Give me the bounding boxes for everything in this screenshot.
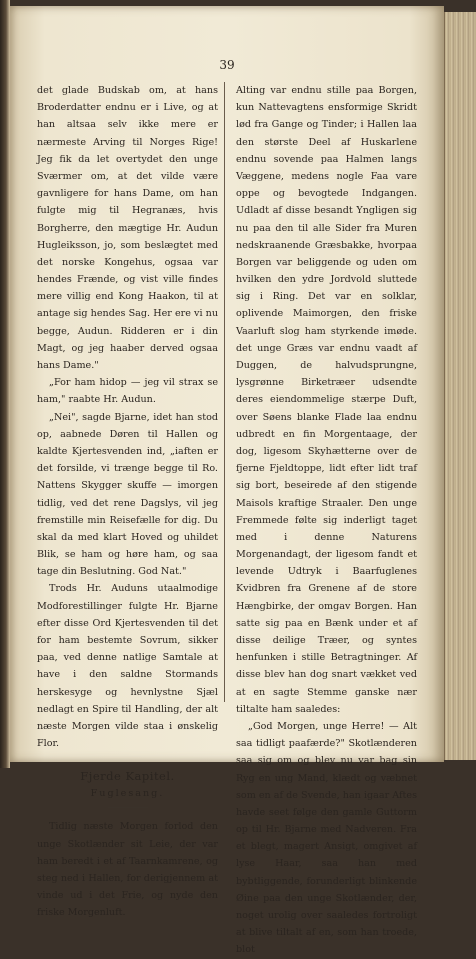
chapter-title: Fjerde Kapitel. (80, 769, 175, 784)
paragraph: Trods Hr. Auduns utaalmodige Modforestillinger fulgte Hr. Bjarne efter disse Ord Kjertesvenden til det for ham bestemte Sovrum, sikker paa, ved denne natlige Samtale at have i den saldne Stormands herskesyge og hevnlystne Sjæl nedlagt en Spire til Handling, der alt næste Morgen vilde staa i ønskelig Flor. (37, 583, 218, 750)
chapter-divider (108, 807, 148, 808)
paragraph: „God Morgen, unge Herre! — Alt saa tidligt paafærde?" Skotlænderen saa sig om og blev nu var bag sin Ryg en ung Mand, klædt og væbnet som en af de Svende, han igaar Aftes havde seet følge den gamle Guttorm op til Hr. Bjarne med Nadveren. Fra et blegt, magert Ansigt, omgivet af lyse Haar, saa han med bybtliggende, forunderligt blinkende Øine paa den unge Skotlænder, der, noget urolig over saaledes fortroligt at blive tiltalt af en, som han troede, blot (236, 720, 417, 956)
paragraph: Tidlig næste Morgen forlod den unge Skotlænder sit Leie, der var ham beredt i et af Taarnkamrene, og steg ned i Hallen, for derigjennem at vinde ud i det Frie, og nyde den friske Morgenluft. (37, 821, 218, 919)
paragraph: „Nei", sagde Bjarne, idet han stod op, aabnede Døren til Hallen og kaldte Kjertesvenden ind, „iaften er det forsilde, vi trænge begge til Ro. Nattens Skygger skuffe — imorgen tidlig, ved det rene Dagslys, vil jeg fremstille min Reisefælle for dig. Du skal da med klart Hoved og uhildet Blik, se ham og høre ham, og saa tage din Beslutning. God Nat." (37, 411, 218, 578)
column-divider (224, 82, 225, 702)
page-stack-edge (444, 12, 476, 760)
right-column (236, 82, 417, 959)
left-column (37, 82, 218, 921)
paragraph: „For ham hidop — jeg vil strax se ham," raabte Hr. Audun. (37, 377, 218, 406)
chapter-subtitle: Fuglesang. (90, 788, 165, 800)
paragraph: det glade Budskab om, at hans Broderdatter endnu er i Live, og at han altsaa selv ikke mere er nærmeste Arving til Norges Rige! Jeg fik da let overtydet den unge Sværmer om, at det vilde være gavnligere for hans Dame, om han fulgte mig til Hegranæs, hvis Borgherre, den mægtige Hr. Audun Hugleiksson, jo, som beslægtet med det norske Kongehus, ogsaa var hendes Frænde, og vist ville findes mere villig end Kong Haakon, til at antage sig hendes Sag. Her ere vi nu begge, Audun. Ridderen er i din Magt, og jeg haaber derved ogsaa hans Dame." (37, 85, 218, 371)
paragraph: Alting var endnu stille paa Borgen, kun Nattevagtens ensformige Skridt lød fra Gange og Tinder; i Hallen laa den største Deel af Huskarlene endnu sovende paa Halmen langs Væggene, medens nogle Faa vare oppe og bevogtede Indgangen. Udladt af disse besandt Yngligen sig nu paa den til alle Sider fra Muren nedskraanende Græsbakke, hvorpaa Borgen var beliggende og uden om hvilken den ydre Jordvold sluttede sig i Ring. Det var en solklar, oplivende Maimorgen, den friske Vaarluft slog ham styrkende imøde. det unge Græs var endnu vaadt af Duggen, de halvudsprungne, lysgrønne Birketræer udsendte deres eiendommelige stærpe Duft, over Søens blanke Flade laa endnu udbredt en fin Morgentaage, der dog, ligesom Skyhætterne over de fjerne Fjeldtoppe, lidt efter lidt traf sig bort, beseirede af den stigende Maisols kraftige Straaler. Den unge Fremmede følte sig inderligt taget med i denne Naturens Morgenandagt, der ligesom fandt et levende Udtryk i Baarfuglenes Kvidbren fra Grenene af de store Hængbirke, der omgav Borgen. Han satte sig paa en Bænk under et af disse deilige Træer, og syntes henfunken i stille Betragtninger. Af disse blev han dog snart vækket ved at en sagte Stemme ganske nær tiltalte ham saaledes: (236, 85, 417, 715)
book-spine-edge (0, 0, 10, 768)
page-number: 39 (219, 58, 235, 72)
